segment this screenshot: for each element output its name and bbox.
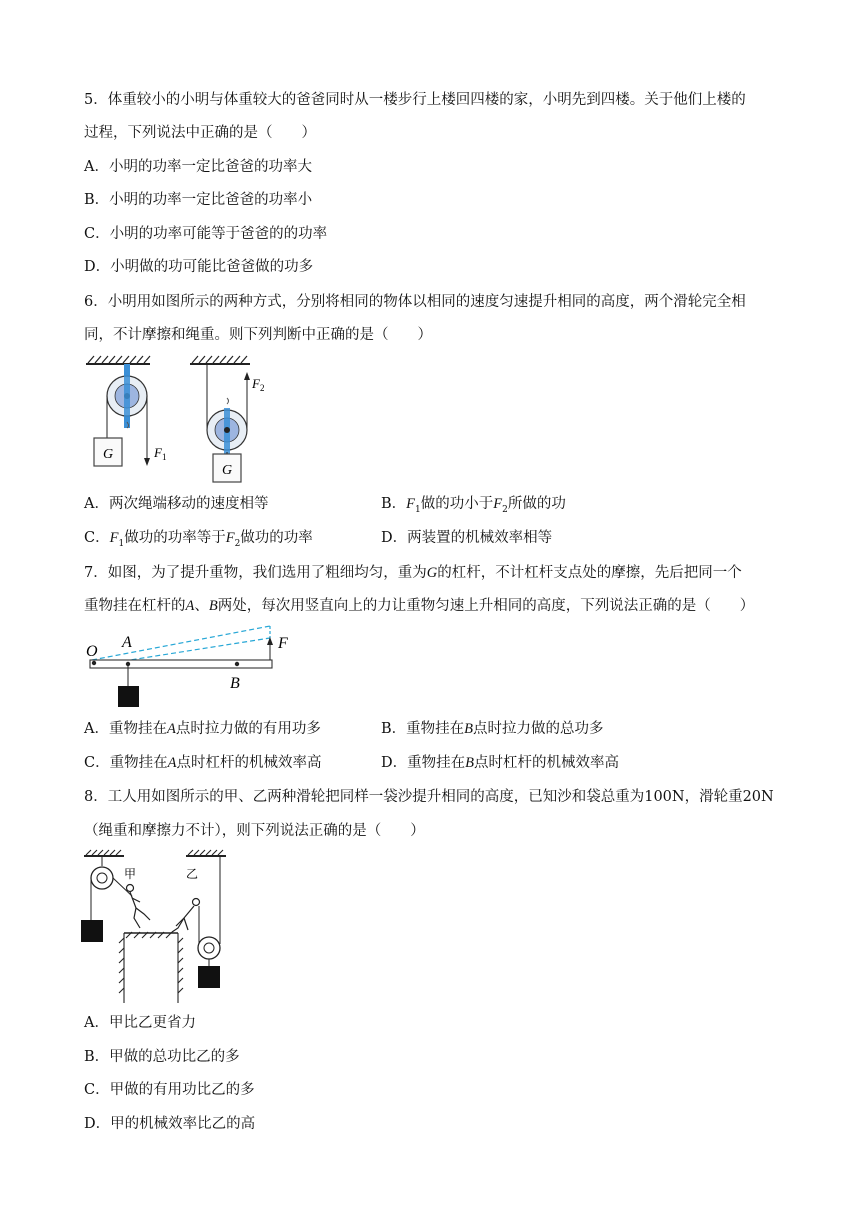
label-yi: 乙 [186, 867, 199, 881]
movable-pulley [207, 398, 247, 454]
q7-option-c: C．重物挂在A点时杠杆的机械效率高 [84, 755, 322, 771]
point-b [235, 662, 239, 666]
g-label-right: G [221, 463, 233, 478]
label-jia: 甲 [124, 867, 137, 881]
q6-stem-line2: 同，不计摩擦和绳重。则下列判断中正确的是（ ） [84, 327, 432, 343]
q5-stem-line1: 5．体重较小的小明与体重较大的爸爸同时从一楼步行上楼回四楼的家，小明先到四楼。关于他们上楼的 [84, 92, 746, 108]
o-label: O [86, 643, 98, 660]
q8-option-c: C．甲做的有用功比乙的多 [84, 1082, 255, 1098]
building [119, 932, 183, 1003]
ceiling-left [86, 356, 150, 364]
q6-pulley-figure [80, 352, 280, 487]
q8-option-d: D．甲的机械效率比乙的高 [84, 1116, 256, 1132]
a-label: A [122, 634, 132, 651]
sandbag-jia [81, 920, 103, 942]
q6-option-a: A．两次绳端移动的速度相等 [84, 496, 269, 512]
q7-option-b: B．重物挂在B点时拉力做的总功多 [381, 721, 604, 737]
q7-stem-line2: 重物挂在杠杆的A、B两处，每次用竖直向上的力让重物匀速上升相同的高度，下列说法正确的是（ ） [84, 598, 755, 614]
q6-option-c: C．$F_1$做功的功率等于$F_2$做功的功率 [84, 530, 313, 549]
q7-option-a: A．重物挂在A点时拉力做的有用功多 [84, 721, 321, 737]
g-label-left: G [102, 447, 114, 462]
q6-stem-line1: 6．小明用如图所示的两种方式，分别将相同的物体以相同的速度匀速提升相同的高度，两个滑轮完全相 [84, 294, 746, 310]
q5-option-a: A．小明的功率一定比爸爸的功率大 [84, 159, 312, 175]
lever-bar [90, 660, 272, 668]
ceiling-yi [186, 850, 226, 856]
f2-label: $F_2$ [252, 376, 265, 393]
pivot-o [92, 661, 96, 665]
f1-label: $F_1$ [154, 445, 167, 462]
ceiling-right [190, 356, 250, 364]
q7-stem-line1: 7．如图，为了提升重物，我们选用了粗细均匀，重为G的杠杆，不计杠杆支点处的摩擦，先后把同一个 [84, 565, 742, 581]
f-label: F [278, 635, 288, 652]
weight-block [118, 686, 139, 707]
sandbag-yi [198, 966, 220, 988]
worker-jia [127, 885, 151, 929]
q6-option-b: B．$F_1$做的功小于$F_2$所做的功 [381, 496, 566, 515]
lever-raised-top [92, 626, 270, 660]
q8-worker-figure [78, 848, 238, 1003]
b-label: B [230, 675, 240, 692]
q7-lever-figure [80, 622, 300, 712]
q8-option-a: A．甲比乙更省力 [84, 1015, 196, 1031]
pulley-jia [91, 867, 113, 889]
q6-option-d: D．两装置的机械效率相等 [381, 530, 553, 546]
q5-option-c: C．小明的功率可能等于爸爸的的功率 [84, 226, 328, 242]
worker-yi [172, 899, 200, 933]
q8-option-b: B．甲做的总功比乙的多 [84, 1049, 240, 1065]
q7-option-d: D．重物挂在B点时杠杆的机械效率高 [381, 755, 619, 771]
ceiling-jia [84, 850, 124, 856]
q5-option-d: D．小明做的功可能比爸爸做的功多 [84, 259, 314, 275]
q8-stem-line1: 8．工人用如图所示的甲、乙两种滑轮把同样一袋沙提升相同的高度，已知沙和袋总重为100N，滑轮重20N [84, 789, 774, 805]
point-a [126, 662, 130, 666]
q5-stem-line2: 过程，下列说法中正确的是（ ） [84, 125, 316, 141]
q5-option-b: B．小明的功率一定比爸爸的功率小 [84, 192, 313, 208]
fixed-pulley [107, 364, 147, 428]
q8-stem-line2: （绳重和摩擦力不计），则下列说法正确的是（ ） [84, 823, 425, 839]
pulley-yi [198, 937, 220, 959]
